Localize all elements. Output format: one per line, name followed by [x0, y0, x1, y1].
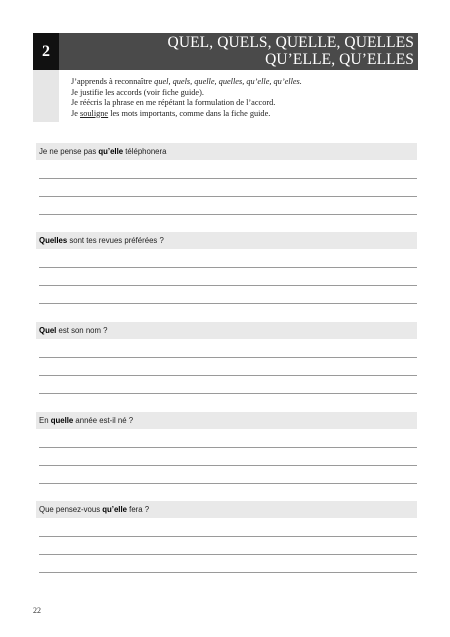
exercise-5: [36, 501, 417, 518]
writing-line[interactable]: [39, 483, 417, 484]
instructions: [71, 77, 302, 119]
exercise-4: [36, 412, 417, 429]
exercise-3: [36, 322, 417, 339]
page-number: 22: [33, 606, 41, 615]
writing-line[interactable]: [39, 285, 417, 286]
section-title-line-1: QUEL, QUELS, QUELLE, QUELLES: [167, 34, 414, 51]
exercise-prompt: [36, 322, 417, 339]
section-title: [168, 34, 414, 68]
prompt-keyword: Quelles: [39, 236, 68, 245]
prompt-text: Que pensez-vous: [39, 505, 103, 514]
instruction-line-1: [71, 77, 302, 88]
writing-line[interactable]: [39, 303, 417, 304]
instruction-line-2: Je justifie les accords (voir fiche guide).: [71, 87, 204, 97]
section-title-line-2: QU’ELLE, QU’ELLES: [265, 51, 414, 68]
writing-line[interactable]: [39, 357, 417, 358]
exercise-prompt: [36, 232, 417, 249]
writing-line[interactable]: [39, 465, 417, 466]
prompt-keyword: qu’elle: [98, 147, 124, 156]
prompt-text: année est-il né ?: [73, 416, 134, 425]
instruction-italic-words: quel, quels, quelle, quelles, qu’elle, qu’elles.: [154, 77, 302, 86]
writing-line[interactable]: [39, 393, 417, 394]
writing-line[interactable]: [39, 536, 417, 537]
exercise-prompt: [36, 143, 417, 160]
section-number: 2: [33, 33, 59, 70]
prompt-text: téléphonera: [123, 147, 167, 156]
instruction-line-3: Je réécris la phrase en me répétant la formulation de l’accord.: [71, 98, 276, 107]
writing-line[interactable]: [39, 572, 417, 573]
instruction-text: J’apprends à reconnaître: [71, 77, 155, 86]
prompt-keyword: qu’elle: [102, 505, 127, 514]
instruction-text: Je: [71, 108, 80, 118]
writing-line[interactable]: [39, 267, 417, 268]
instructions-side-bar: [33, 70, 59, 122]
exercise-1: [36, 143, 417, 160]
writing-line[interactable]: [39, 196, 417, 197]
writing-line[interactable]: [39, 375, 417, 376]
writing-line[interactable]: [39, 214, 417, 215]
section-header: [33, 33, 418, 70]
prompt-text: est son nom ?: [56, 326, 108, 335]
instruction-text: les mots importants, comme dans la fiche guide.: [108, 108, 271, 118]
exercise-2: [36, 232, 417, 249]
prompt-text: fera ?: [126, 505, 150, 514]
instruction-underlined-word: souligne: [80, 108, 109, 118]
instruction-line-4: [71, 109, 302, 120]
prompt-keyword: quelle: [50, 416, 74, 425]
writing-line[interactable]: [39, 554, 417, 555]
prompt-keyword: Quel: [39, 326, 57, 335]
prompt-text: Je ne pense pas: [39, 147, 99, 156]
writing-line[interactable]: [39, 447, 417, 448]
writing-line[interactable]: [39, 178, 417, 179]
exercise-prompt: [36, 412, 417, 429]
exercise-prompt: [36, 501, 417, 518]
prompt-text: En: [39, 416, 51, 425]
prompt-text: sont tes revues préférées ?: [67, 236, 164, 245]
